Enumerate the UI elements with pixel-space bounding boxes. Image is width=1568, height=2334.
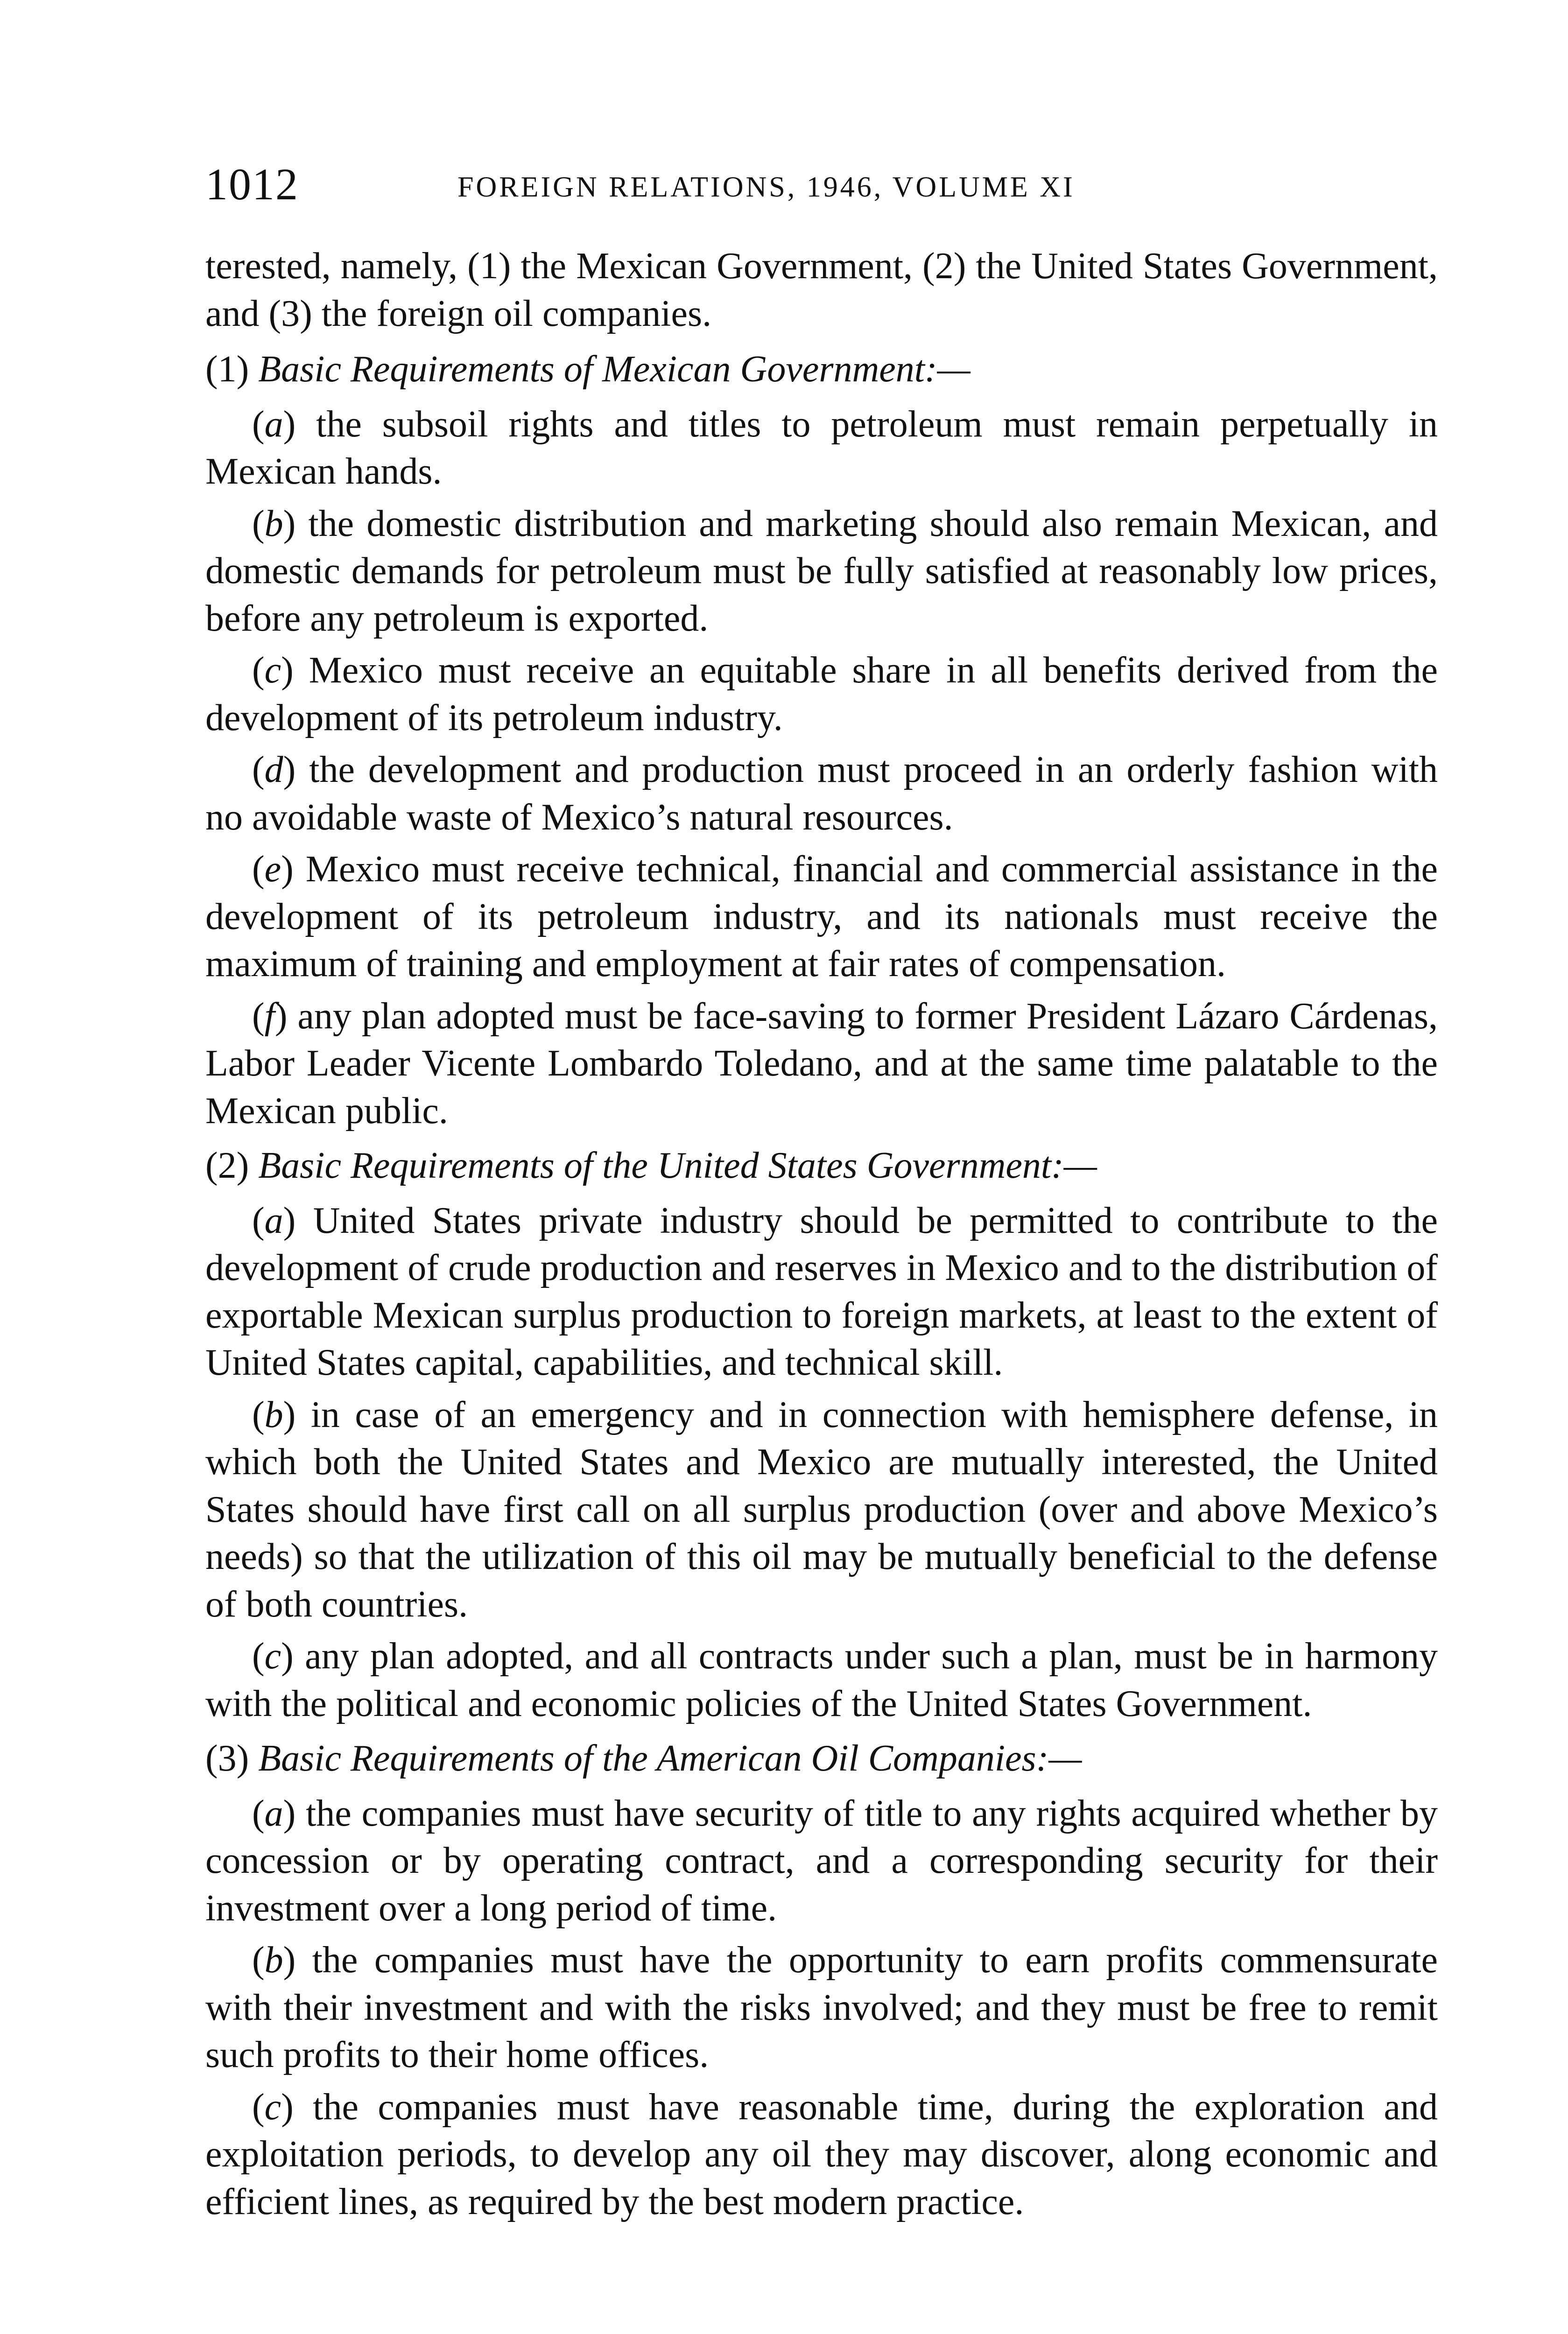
item-label: b — [264, 1940, 283, 1981]
item-text: Mexico must receive an equitable share in all benefits derived from the development of its petroleum industry. — [205, 650, 1438, 738]
list-item: (a) the companies must have security of title to any rights acquired whether by concession or by operating contract, and a corresponding security for their investment over a long period of time. — [205, 1793, 1438, 1929]
item-text: the companies must have security of title to any rights acquired whether by concession or by operating contract, and a corresponding security for their investment over a long period of time. — [205, 1793, 1438, 1929]
item-text: in case of an emergency and in connection with hemisphere defense, in which both the United States and Mexico are mutually interested, the United States should have first call on all surplus production (over and above Mexico’s needs) so that the utilization of this oil may be mutually beneficial to the defense of both countries. — [205, 1394, 1438, 1625]
section-heading — [205, 1142, 1438, 1190]
list-item: (c) the companies must have reasonable time, during the exploration and exploitation periods, to develop any oil they may discover, along economic and efficient lines, as required by the best modern practice. — [205, 2086, 1438, 2222]
section-united-states-government — [205, 1142, 1438, 1728]
item-label: a — [264, 1793, 283, 1834]
item-text: the subsoil rights and titles to petroleum must remain perpetually in Mexican hands. — [205, 403, 1438, 492]
item-text: any plan adopted must be face-saving to former President Lázaro Cárdenas, Labor Leader Vicente Lombardo Toledano, and at the same time palatable to the Mexican public. — [205, 995, 1438, 1132]
list-item: (b) the companies must have the opportunity to earn profits commensurate with their investment and with the risks involved; and they must be free to remit such profits to their home offices. — [205, 1940, 1438, 2075]
list-item: (d) the development and production must proceed in an orderly fashion with no avoidable waste of Mexico’s natural resources. — [205, 749, 1438, 838]
item-text: the companies must have reasonable time, during the exploration and exploitation periods, to develop any oil they may discover, along economic and efficient lines, as required by the best modern practice. — [205, 2086, 1438, 2222]
item-label: c — [264, 2086, 281, 2128]
item-label: b — [264, 503, 283, 544]
section-american-oil-companies — [205, 1735, 1438, 2226]
item-label: c — [264, 1636, 281, 1677]
list-item: (c) any plan adopted, and all contracts under such a plan, must be in harmony with the political and economic policies of the United States Government. — [205, 1636, 1438, 1724]
list-item: (a) United States private industry should be permitted to contribute to the development of crude production and reserves in Mexico and to the distribution of exportable Mexican surplus production to foreign markets, at least to the extent of United States capital, capabilities, and technical skill. — [205, 1200, 1438, 1383]
item-text: the domestic distribution and marketing should also remain Mexican, and domestic demands for petroleum must be fully satisfied at reasonably low prices, before any petroleum is exported. — [205, 503, 1438, 639]
section-number: (1) — [205, 349, 249, 390]
section-heading — [205, 346, 1438, 394]
list-item: (a) the subsoil rights and titles to petroleum must remain perpetually in Mexican hands. — [205, 403, 1438, 492]
item-text: the development and production must proceed in an orderly fashion with no avoidable waste of Mexico’s natural resources. — [205, 749, 1438, 838]
intro-paragraph: terested, namely, (1) the Mexican Government, (2) the United States Government, and (3) the foreign oil companies. — [205, 246, 1438, 334]
item-label: a — [264, 403, 283, 445]
list-item: (c) Mexico must receive an equitable share in all benefits derived from the development of its petroleum industry. — [205, 650, 1438, 738]
section-number: (2) — [205, 1145, 249, 1186]
list-item: (e) Mexico must receive technical, financial and commercial assistance in the development of its petroleum industry, and its nationals must receive the maximum of training and employment at fair rates of compensation. — [205, 849, 1438, 984]
item-label: b — [264, 1394, 283, 1435]
item-label: a — [264, 1200, 283, 1241]
list-item: (b) in case of an emergency and in connection with hemisphere defense, in which both the United States and Mexico are mutually interested, the United States should have first call on all surplus production (over and above Mexico’s needs) so that the utilization of this oil may be mutually beneficial to the defense of both countries. — [205, 1394, 1438, 1625]
section-heading — [205, 1735, 1438, 1783]
section-title: Basic Requirements of the American Oil Companies:— — [258, 1738, 1082, 1779]
running-title: FOREIGN RELATIONS, 1946, VOLUME XI — [457, 171, 1075, 203]
item-text: Mexico must receive technical, financial and commercial assistance in the development of its petroleum industry, and its nationals must receive the maximum of training and employment at fair rates of compensation. — [205, 849, 1438, 984]
item-label: d — [264, 749, 283, 790]
running-head — [205, 159, 1438, 215]
section-title: Basic Requirements of Mexican Government:— — [258, 349, 970, 390]
list-item: (b) the domestic distribution and marketing should also remain Mexican, and domestic demands for petroleum must be fully satisfied at reasonably low prices, before any petroleum is exported. — [205, 503, 1438, 639]
item-text: any plan adopted, and all contracts under such a plan, must be in harmony with the political and economic policies of the United States Government. — [205, 1636, 1438, 1724]
section-number: (3) — [205, 1738, 249, 1779]
section-title: Basic Requirements of the United States Government:— — [258, 1145, 1097, 1186]
item-text: United States private industry should be permitted to contribute to the development of crude production and reserves in Mexico and to the distribution of exportable Mexican surplus production to foreign markets, at least to the extent of United States capital, capabilities, and technical skill. — [205, 1200, 1438, 1383]
item-label: f — [264, 995, 275, 1037]
page-number: 1012 — [205, 159, 299, 209]
item-label: c — [264, 650, 281, 691]
item-label: e — [264, 849, 281, 890]
item-text: the companies must have the opportunity to earn profits commensurate with their investment and with the risks involved; and they must be free to remit such profits to their home offices. — [205, 1940, 1438, 2075]
section-mexican-government — [205, 346, 1438, 1135]
list-item: (f) any plan adopted must be face-saving to former President Lázaro Cárdenas, Labor Leader Vicente Lombardo Toledano, and at the same time palatable to the Mexican public. — [205, 995, 1438, 1132]
body-text — [205, 243, 1438, 2230]
